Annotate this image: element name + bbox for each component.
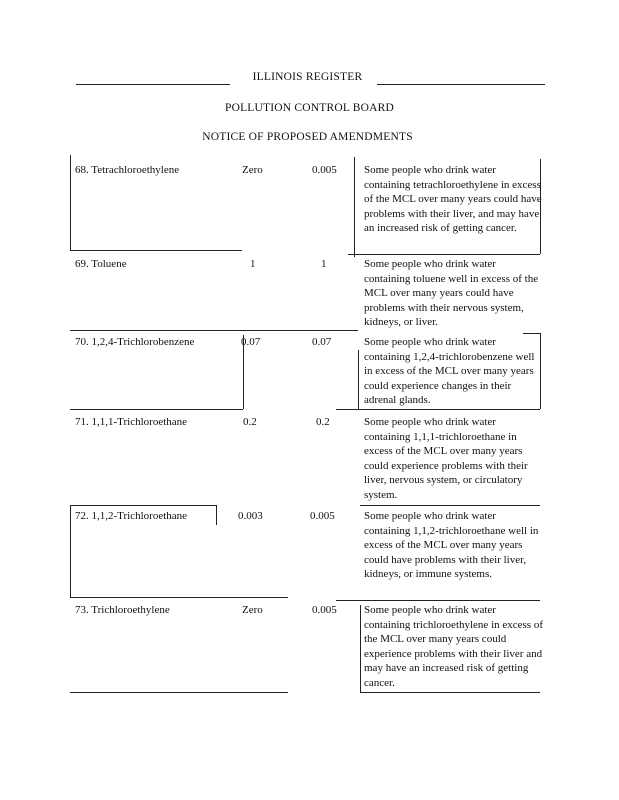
board-title: POLLUTION CONTROL BOARD xyxy=(224,102,394,114)
row-71-mclg: 0.2 xyxy=(243,416,257,428)
row-72-mcl: 0.005 xyxy=(310,510,335,522)
row-70-mcl: 0.07 xyxy=(312,336,332,348)
row-68-mclg: Zero xyxy=(242,164,263,176)
row-69-health-effect: Some people who drink water containing toluene well in excess of the MCL over many years could have problems with their nervous system, kidneys, or liver. xyxy=(364,258,539,329)
row-69-mclg: 1 xyxy=(250,258,256,270)
row-73-mclg: Zero xyxy=(242,604,263,616)
row-68-mcl: 0.005 xyxy=(312,164,337,176)
notice-title: NOTICE OF PROPOSED AMENDMENTS xyxy=(202,131,413,143)
row-72-contaminant: 72. 1,1,2-Trichloroethane xyxy=(75,510,188,522)
row-71-contaminant: 71. 1,1,1-Trichloroethane xyxy=(75,416,188,428)
header-rule-left xyxy=(76,84,230,85)
register-title: ILLINOIS REGISTER xyxy=(252,71,363,83)
row-73-mcl: 0.005 xyxy=(312,604,337,616)
row-73-health-effect: Some people who drink water containing trichloroethylene in excess of the MCL over many years could experience problems with their liver and may have an increased risk of getting cancer. xyxy=(364,604,543,689)
row-68-health-effect: Some people who drink water containing tetrachloroethylene in excess of the MCL over many years could have problems with their liver, and may have an increased risk of getting cancer. xyxy=(364,164,542,235)
row-68-contaminant: 68. Tetrachloroethylene xyxy=(75,164,180,176)
row-71-health-effect: Some people who drink water containing 1,1,1-trichloroethane in excess of the MCL over many years could experience problems with their liver, nervous system, or circulatory system. xyxy=(364,416,528,501)
row-73-contaminant: 73. Trichloroethylene xyxy=(75,604,170,616)
row-69-contaminant: 69. Toluene xyxy=(75,258,127,270)
row-72-mclg: 0.003 xyxy=(238,510,263,522)
row-72-health-effect: Some people who drink water containing 1,1,2-trichloroethane well in excess of the MCL over many years could have problems with their liver, kidneys, or immune systems. xyxy=(364,510,539,581)
header-rule-right xyxy=(377,84,545,85)
row-71-mcl: 0.2 xyxy=(316,416,330,428)
row-69-mcl: 1 xyxy=(321,258,327,270)
row-70-health-effect: Some people who drink water containing 1,2,4-trichlorobenzene well in excess of the MCL over many years could experience changes in their adrenal glands. xyxy=(364,336,535,407)
row-70-mclg: 0.07 xyxy=(241,336,261,348)
row-70-contaminant: 70. 1,2,4-Trichlorobenzene xyxy=(75,336,195,348)
